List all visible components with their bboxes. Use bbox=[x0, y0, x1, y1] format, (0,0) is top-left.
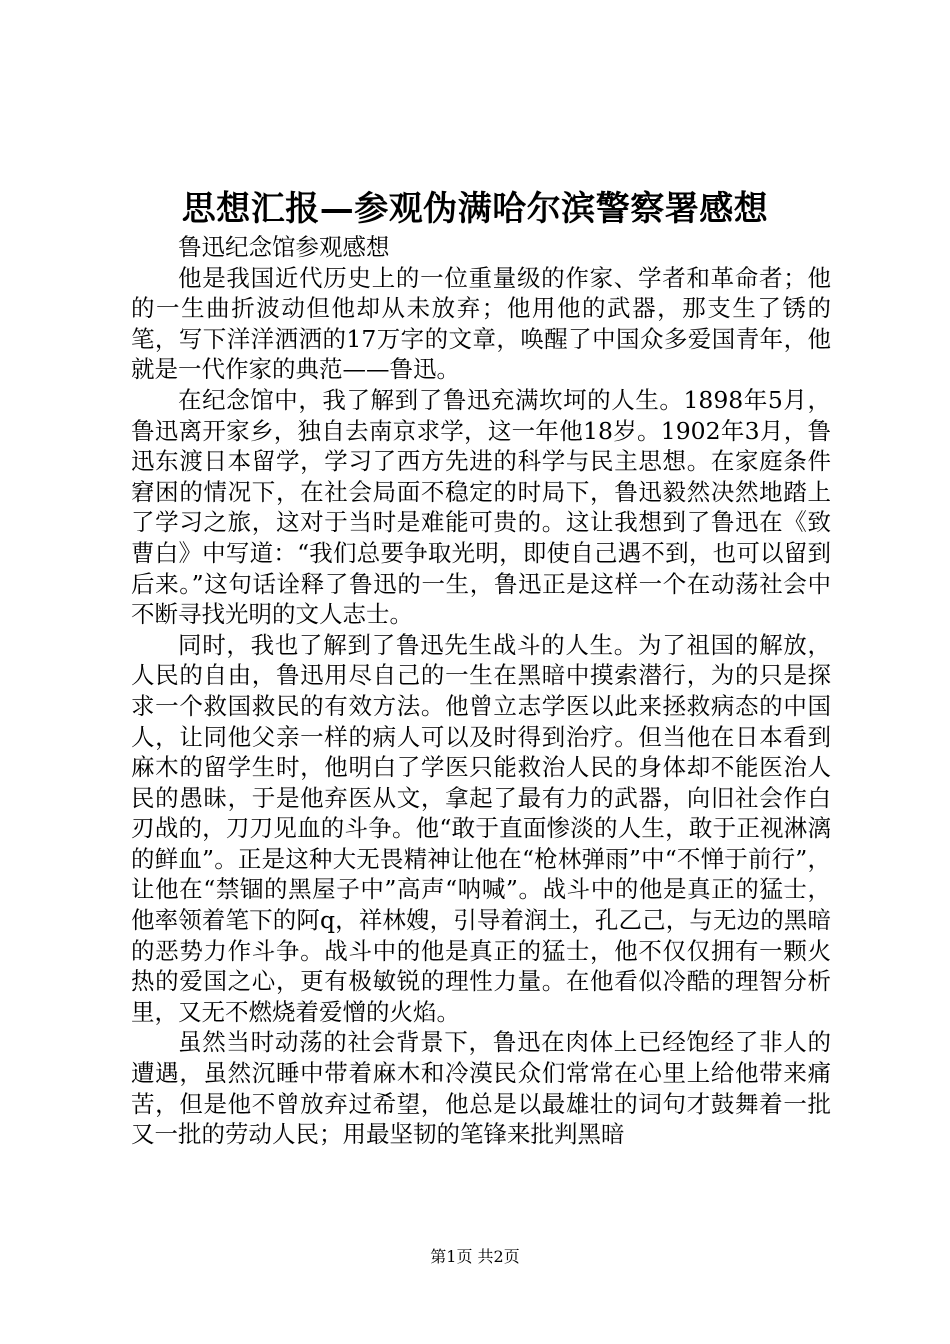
body-paragraph: 他是我国近代历史上的一位重量级的作家、学者和革命者；他的一生曲折波动但他却从未放弃；他用他的武器，那支生了锈的笔，写下洋洋洒洒的17万字的文章，唤醒了中国众多爱国青年，他就是一代作家的典范——鲁迅。 bbox=[131, 263, 831, 384]
document-title: 思想汇报—参观伪满哈尔滨警察署感想 bbox=[181, 189, 769, 229]
page-total: 共2页 bbox=[477, 1247, 520, 1266]
subtitle-paragraph: 鲁迅纪念馆参观感想 bbox=[178, 233, 390, 261]
document-body bbox=[131, 232, 831, 1150]
page-number: 第1页 bbox=[430, 1247, 473, 1266]
page-footer bbox=[0, 1246, 950, 1268]
body-paragraph: 在纪念馆中，我了解到了鲁迅充满坎坷的人生。1898年5月，鲁迅离开家乡，独自去南京求学，这一年他18岁。1902年3月，鲁迅东渡日本留学，学习了西方先进的科学与民主思想。在家庭条件窘困的情况下，在社会局面不稳定的时局下，鲁迅毅然决然地踏上了学习之旅，这对于当时是难能可贵的。这让我想到了鲁迅在《致曹白》中写道：“我们总要争取光明，即使自己遇不到，也可以留到后来。”这句话诠释了鲁迅的一生，鲁迅正是这样一个在动荡社会中不断寻找光明的文人志士。 bbox=[131, 385, 831, 629]
body-paragraph: 虽然当时动荡的社会背景下，鲁迅在肉体上已经饱经了非人的遭遇，虽然沉睡中带着麻木和冷漠民众们常常在心里上给他带来痛苦，但是他不曾放弃过希望，他总是以最雄壮的词句才鼓舞着一批又一批的劳动人民；用最坚韧的笔锋来批判黑暗 bbox=[131, 1028, 831, 1149]
body-paragraph: 同时，我也了解到了鲁迅先生战斗的人生。为了祖国的解放，人民的自由，鲁迅用尽自己的一生在黑暗中摸索潜行，为的只是探求一个救国救民的有效方法。他曾立志学医以此来拯救病态的中国人，让同他父亲一样的病人可以及时得到治疗。但当他在日本看到麻木的留学生时，他明白了学医只能救治人民的身体却不能医治人民的愚昧，于是他弃医从文，拿起了最有力的武器，向旧社会作白刃战的，刀刀见血的斗争。他“敢于直面惨淡的人生，敢于正视淋漓的鲜血”。正是这种大无畏精神让他在“枪林弹雨”中“不惮于前行”，让他在“禁锢的黑屋子中”高声“呐喊”。战斗中的他是真正的猛士，他率领着笔下的阿q，祥林嫂，引导着润土，孔乙己，与无边的黑暗的恶势力作斗争。战斗中的他是真正的猛士，他不仅仅拥有一颗火热的爱国之心，更有极敏锐的理性力量。在他看似冷酷的理智分析里，又无不燃烧着爱憎的火焰。 bbox=[131, 630, 831, 1026]
